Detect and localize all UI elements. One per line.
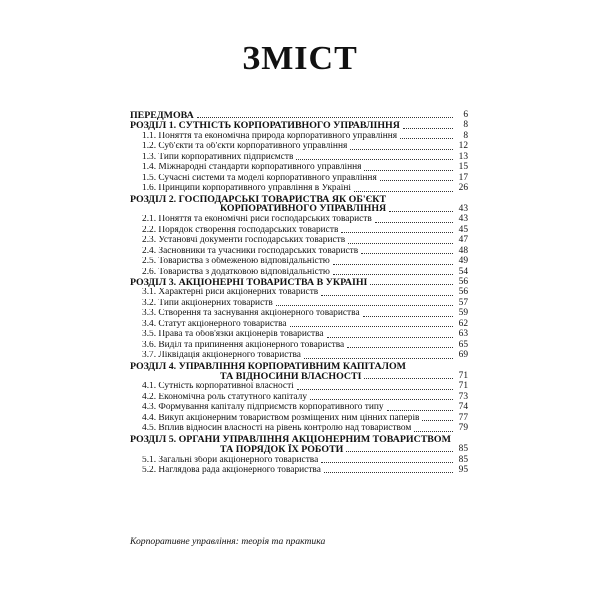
toc-leader-dots	[310, 399, 453, 400]
toc-section-title: 1.4. Міжнародні стандарти корпоративного управління	[142, 163, 362, 173]
toc-page-number: 12	[458, 141, 468, 152]
toc-page-number: 73	[458, 391, 468, 402]
toc-section-entry	[130, 131, 468, 141]
toc-section-entry	[130, 465, 468, 475]
toc-leader-dots	[389, 211, 453, 212]
toc-leader-dots	[327, 337, 453, 338]
toc-chapter-entry	[130, 277, 468, 287]
toc-leader-dots	[297, 389, 453, 390]
toc-leader-dots	[350, 149, 453, 150]
toc-page-number: 85	[458, 454, 468, 465]
toc-leader-dots	[370, 284, 453, 285]
toc-section-title: 4.5. Вплив відносин власності на рівень контролю над товариством	[142, 424, 412, 434]
toc-page-number: 45	[458, 224, 468, 235]
toc-leader-dots	[346, 451, 453, 452]
toc-leader-dots	[333, 274, 453, 275]
toc-section-entry	[130, 287, 468, 297]
toc-page-number: 79	[458, 423, 468, 434]
toc-section-entry	[130, 173, 468, 183]
toc-section-title: 5.2. Наглядова рада акціонерного товариства	[142, 465, 321, 475]
toc-page-number: 95	[458, 464, 468, 475]
toc-section-title: 5.1. Загальні збори акціонерного товариства	[142, 455, 319, 465]
toc-chapter-title-line1: РОЗДІЛ 5. ОРГАНИ УПРАВЛІННЯ АКЦІОНЕРНИМ ТОВАРИСТВОМ	[130, 434, 451, 445]
toc-section-entry	[130, 350, 468, 360]
toc-page-number: 59	[458, 308, 468, 319]
toc-page-number: 63	[458, 329, 468, 340]
toc-section-entry	[130, 340, 468, 350]
toc-section-entry	[130, 225, 468, 235]
toc-section-title: 4.4. Викуп акціонерним товариством розміщених ним цінних паперів	[142, 413, 420, 423]
toc-chapter-title: ПЕРЕДМОВА	[130, 110, 194, 121]
toc-page-number: 71	[458, 381, 468, 392]
toc-chapter-entry	[130, 434, 468, 455]
toc-section-title: 3.6. Виділ та припинення акціонерного товариства	[142, 340, 345, 350]
toc-section-entry	[130, 246, 468, 256]
toc-page-number: 6	[463, 110, 468, 121]
toc-section-title: 3.5. Права та обов'язки акціонерів товариства	[142, 330, 324, 340]
toc-chapter-title: РОЗДІЛ 1. СУТНІСТЬ КОРПОРАТИВНОГО УПРАВЛІННЯ	[130, 120, 400, 131]
toc-leader-dots	[354, 191, 453, 192]
toc-page-number: 17	[458, 172, 468, 183]
toc-section-entry	[130, 423, 468, 433]
toc-chapter-entry	[130, 361, 468, 382]
toc-leader-dots	[333, 264, 453, 265]
toc-leader-dots	[400, 138, 453, 139]
toc-page-number: 49	[458, 256, 468, 267]
toc-section-title: 4.1. Сутність корпоративної власності	[142, 382, 294, 392]
toc-leader-dots	[387, 410, 453, 411]
toc-leader-dots	[363, 316, 453, 317]
toc-page-number: 48	[458, 245, 468, 256]
toc-leader-dots	[341, 232, 453, 233]
toc-section-entry	[130, 235, 468, 245]
toc-section-entry	[130, 256, 468, 266]
toc-section-entry	[130, 267, 468, 277]
toc-section-title: 1.2. Суб'єкти та об'єкти корпоративного управління	[142, 142, 348, 152]
toc-leader-dots	[296, 159, 453, 160]
toc-page-number: 71	[458, 371, 468, 381]
toc-leader-dots	[347, 347, 453, 348]
toc-page-number: 13	[458, 151, 468, 162]
toc-chapter-title-line1: РОЗДІЛ 4. УПРАВЛІННЯ КОРПОРАТИВНИМ КАПІТАЛОМ	[130, 361, 406, 372]
toc-leader-dots	[380, 180, 453, 181]
running-footer: Корпоративне управління: теорія та практика	[130, 536, 326, 547]
toc-section-title: 3.3. Створення та заснування акціонерного товариства	[142, 309, 360, 319]
toc-page-number: 57	[458, 297, 468, 308]
toc-chapter-title-line2: ТА ВІДНОСИНИ ВЛАСНОСТІ	[220, 370, 362, 382]
toc-page-number: 74	[458, 402, 468, 413]
toc-section-title: 4.2. Економічна роль статутного капіталу	[142, 392, 308, 402]
toc-leader-dots	[321, 295, 453, 296]
toc-section-entry	[130, 214, 468, 224]
toc-page-number: 15	[458, 162, 468, 173]
toc-chapter-title-line1: РОЗДІЛ 2. ГОСПОДАРСЬКІ ТОВАРИСТВА ЯК ОБ'ЄКТ	[130, 194, 387, 205]
toc-section-title: 2.6. Товариства з додатковою відповідальністю	[142, 267, 330, 277]
toc-leader-dots	[304, 358, 453, 359]
toc-chapter-entry	[130, 120, 468, 130]
toc-section-title: 4.3. Формування капіталу підприємств корпоративного типу	[142, 403, 384, 413]
toc-section-title: 1.3. Типи корпоративних підприємств	[142, 152, 294, 162]
toc-section-entry	[130, 141, 468, 151]
toc-section-entry	[130, 152, 468, 162]
toc-chapter-entry	[130, 194, 468, 215]
toc-chapter-entry	[130, 110, 468, 120]
toc-section-title: 2.3. Установчі документи господарських товариств	[142, 236, 346, 246]
toc-page-number: 8	[463, 130, 468, 141]
toc-chapter-title-line2: КОРПОРАТИВНОГО УПРАВЛІННЯ	[220, 203, 387, 215]
toc-page-number: 43	[458, 203, 468, 214]
toc-page-number: 65	[458, 339, 468, 350]
toc-leader-dots	[324, 472, 453, 473]
toc-page-number: 56	[458, 277, 468, 288]
page-title: ЗМІСТ	[242, 40, 358, 77]
toc-leader-dots	[197, 117, 453, 118]
toc-section-title: 2.2. Порядок створення господарських товариств	[142, 225, 339, 235]
toc-section-entry	[130, 183, 468, 193]
toc-page-number: 26	[458, 183, 468, 194]
toc-leader-dots	[414, 431, 453, 432]
toc-section-title: 3.7. Ліквідація акціонерного товариства	[142, 351, 301, 361]
toc-section-title: 1.6. Принципи корпоративного управління в Україні	[142, 184, 352, 194]
toc-page-number: 56	[458, 287, 468, 298]
toc-section-title: 1.5. Сучасні системи та моделі корпоративного управління	[142, 173, 377, 183]
toc-section-title: 3.4. Статут акціонерного товариства	[142, 319, 287, 329]
toc-leader-dots	[364, 170, 453, 171]
toc-section-title: 2.5. Товариства з обмеженою відповідальністю	[142, 257, 330, 267]
toc-page-number: 69	[458, 350, 468, 361]
toc-chapter-title: РОЗДІЛ 3. АКЦІОНЕРНІ ТОВАРИСТВА В УКРАЇНІ	[130, 277, 368, 288]
toc-page-number: 62	[458, 318, 468, 329]
toc-section-title: 1.1. Поняття та економічна природа корпоративного управління	[142, 131, 398, 141]
toc-section-entry	[130, 381, 468, 391]
toc-leader-dots	[375, 222, 453, 223]
toc-section-entry	[130, 298, 468, 308]
toc-page-number: 43	[458, 214, 468, 225]
toc-section-entry	[130, 162, 468, 172]
table-of-contents	[130, 110, 468, 475]
toc-leader-dots	[276, 305, 453, 306]
toc-section-entry	[130, 319, 468, 329]
toc-section-title: 3.2. Типи акціонерних товариств	[142, 298, 273, 308]
toc-leader-dots	[348, 243, 453, 244]
toc-section-entry	[130, 308, 468, 318]
toc-leader-dots	[361, 253, 453, 254]
toc-section-entry	[130, 392, 468, 402]
toc-section-entry	[130, 413, 468, 423]
toc-page-number: 85	[458, 444, 468, 455]
toc-page-number: 47	[458, 235, 468, 246]
toc-section-title: 3.1. Характерні риси акціонерних товариств	[142, 288, 319, 298]
toc-leader-dots	[364, 378, 453, 379]
toc-section-title: 2.1. Поняття та економічні риси господарських товариств	[142, 215, 372, 225]
toc-chapter-title-line2: ТА ПОРЯДОК ЇХ РОБОТИ	[220, 443, 344, 455]
toc-section-entry	[130, 454, 468, 464]
toc-section-entry	[130, 402, 468, 412]
toc-section-entry	[130, 329, 468, 339]
toc-page-number: 8	[463, 120, 468, 131]
toc-leader-dots	[290, 326, 453, 327]
toc-leader-dots	[403, 128, 453, 129]
toc-page-number: 54	[458, 266, 468, 277]
toc-leader-dots	[321, 462, 453, 463]
toc-section-title: 2.4. Засновники та учасники господарських товариств	[142, 246, 359, 256]
toc-page-number: 77	[458, 412, 468, 423]
toc-leader-dots	[422, 420, 453, 421]
